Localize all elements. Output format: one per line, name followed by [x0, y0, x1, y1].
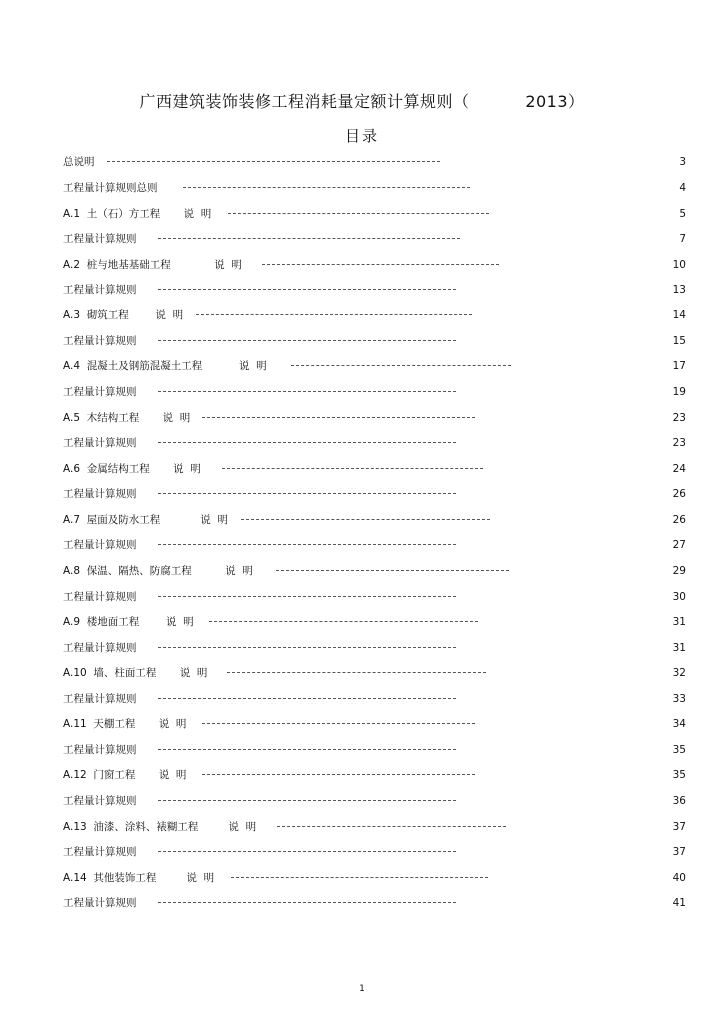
- toc-entry-label: A.11 天棚工程 说 明: [63, 718, 187, 730]
- toc-leader-dashes: [158, 596, 456, 597]
- toc-entry-page: 14: [672, 309, 686, 321]
- toc-entry[interactable]: [0, 586, 724, 608]
- toc-entry[interactable]: [0, 228, 724, 250]
- toc-entry-page: 10: [672, 259, 686, 271]
- toc-entry[interactable]: [0, 892, 724, 914]
- toc-entry-label: A.6 金属结构工程 说 明: [63, 463, 201, 475]
- toc-leader-dashes: [241, 519, 490, 520]
- toc-leader-dashes: [202, 774, 475, 775]
- toc-entry[interactable]: [0, 304, 724, 326]
- toc-entry[interactable]: [0, 637, 724, 659]
- toc-entry[interactable]: [0, 151, 724, 173]
- toc-entry-label: 工程量计算规则: [63, 744, 137, 756]
- toc-entry-page: 35: [672, 769, 686, 781]
- toc-entry-label: A.14 其他装饰工程 说 明: [63, 872, 215, 884]
- toc-entry[interactable]: [0, 662, 724, 684]
- toc-entry-label: A.2 桩与地基基础工程 说 明: [63, 259, 242, 271]
- toc-heading: 目录: [344, 127, 379, 145]
- toc-entry[interactable]: [0, 355, 724, 377]
- document-title: 广西建筑装饰装修工程消耗量定额计算规则（ 2013）: [139, 92, 585, 111]
- toc-leader-dashes: [158, 749, 456, 750]
- toc-entry-page: 23: [672, 412, 686, 424]
- toc-entry-label: A.3 砌筑工程 说 明: [63, 309, 184, 321]
- toc-entry-label: A.4 混凝土及钢筋混凝土工程 说 明: [63, 360, 267, 372]
- toc-entry-label: 工程量计算规则: [63, 284, 137, 296]
- toc-leader-dashes: [158, 698, 456, 699]
- toc-entry-page: 30: [672, 591, 686, 603]
- toc-entry-page: 32: [672, 667, 686, 679]
- toc-entry-page: 3: [679, 156, 686, 168]
- toc-entry-label: A.13 油漆、涂料、裱糊工程 说 明: [63, 821, 257, 833]
- toc-entry-page: 31: [672, 616, 686, 628]
- toc-entry-label: A.12 门窗工程 说 明: [63, 769, 187, 781]
- toc-entry-page: 31: [672, 642, 686, 654]
- toc-entry[interactable]: [0, 177, 724, 199]
- toc-entry-label: A.8 保温、隔热、防腐工程 说 明: [63, 565, 253, 577]
- toc-entry[interactable]: [0, 432, 724, 454]
- toc-entry-label: 工程量计算规则: [63, 795, 137, 807]
- toc-entry-page: 13: [672, 284, 686, 296]
- toc-entry[interactable]: [0, 688, 724, 710]
- toc-entry-page: 33: [672, 693, 686, 705]
- toc-entry-page: 26: [672, 488, 686, 500]
- toc-leader-dashes: [158, 238, 460, 239]
- toc-leader-dashes: [158, 391, 456, 392]
- toc-entry[interactable]: [0, 611, 724, 633]
- toc-entry-label: A.9 楼地面工程 说 明: [63, 616, 194, 628]
- toc-leader-dashes: [158, 493, 456, 494]
- toc-entry[interactable]: [0, 279, 724, 301]
- toc-leader-dashes: [222, 468, 483, 469]
- toc-entry-page: 37: [672, 846, 686, 858]
- toc-entry[interactable]: [0, 254, 724, 276]
- toc-entry-page: 35: [672, 744, 686, 756]
- toc-leader-dashes: [183, 187, 470, 188]
- toc-entry-label: 工程量计算规则: [63, 846, 137, 858]
- toc-entry-page: 17: [672, 360, 686, 372]
- toc-entry[interactable]: [0, 713, 724, 735]
- toc-entry[interactable]: [0, 509, 724, 531]
- toc-leader-dashes: [228, 213, 489, 214]
- toc-entry-label: A.7 屋面及防水工程 说 明: [63, 514, 228, 526]
- toc-entry-label: 工程量计算规则: [63, 897, 137, 909]
- toc-leader-dashes: [231, 877, 488, 878]
- toc-entry-page: 34: [672, 718, 686, 730]
- toc-entry-label: 工程量计算规则: [63, 591, 137, 603]
- page-number: 1: [359, 984, 365, 994]
- toc-entry[interactable]: [0, 790, 724, 812]
- toc-entry[interactable]: [0, 816, 724, 838]
- toc-entry-page: 5: [679, 208, 686, 220]
- toc-entry[interactable]: [0, 407, 724, 429]
- toc-entry[interactable]: [0, 458, 724, 480]
- toc-entry-page: 37: [672, 821, 686, 833]
- toc-entry-label: A.10 墙、柱面工程 说 明: [63, 667, 208, 679]
- toc-entry-page: 23: [672, 437, 686, 449]
- toc-entry-label: 工程量计算规则: [63, 386, 137, 398]
- toc-leader-dashes: [158, 544, 456, 545]
- toc-leader-dashes: [202, 417, 475, 418]
- toc-leader-dashes: [277, 826, 506, 827]
- toc-entry-page: 4: [679, 182, 686, 194]
- toc-entry-label: 总说明: [63, 156, 95, 168]
- toc-entry-page: 15: [672, 335, 686, 347]
- toc-entry-label: 工程量计算规则: [63, 693, 137, 705]
- toc-entry-page: 40: [672, 872, 686, 884]
- toc-entry-page: 26: [672, 514, 686, 526]
- toc-entry-page: 27: [672, 539, 686, 551]
- toc-entry-page: 24: [672, 463, 686, 475]
- toc-leader-dashes: [158, 289, 456, 290]
- toc-entry-label: 工程量计算规则: [63, 233, 137, 245]
- toc-entry-page: 19: [672, 386, 686, 398]
- toc-entry[interactable]: [0, 483, 724, 505]
- toc-leader-dashes: [158, 800, 456, 801]
- toc-leader-dashes: [158, 851, 456, 852]
- toc-entry-page: 29: [672, 565, 686, 577]
- toc-entry-label: 工程量计算规则: [63, 335, 137, 347]
- toc-leader-dashes: [158, 902, 456, 903]
- toc-leader-dashes: [158, 340, 456, 341]
- toc-entry[interactable]: [0, 203, 724, 225]
- toc-entry-label: 工程量计算规则: [63, 488, 137, 500]
- toc-entry[interactable]: [0, 381, 724, 403]
- toc-leader-dashes: [107, 161, 440, 162]
- toc-leader-dashes: [262, 264, 499, 265]
- toc-leader-dashes: [276, 570, 509, 571]
- toc-entry[interactable]: [0, 867, 724, 889]
- toc-leader-dashes: [227, 672, 486, 673]
- toc-leader-dashes: [196, 314, 472, 315]
- toc-entry[interactable]: [0, 560, 724, 582]
- toc-leader-dashes: [202, 723, 475, 724]
- toc-leader-dashes: [158, 442, 456, 443]
- toc-leader-dashes: [291, 365, 511, 366]
- toc-entry-label: 工程量计算规则总则: [63, 182, 158, 194]
- toc-entry-label: A.5 木结构工程 说 明: [63, 412, 191, 424]
- toc-entry-page: 36: [672, 795, 686, 807]
- toc-entry-label: 工程量计算规则: [63, 539, 137, 551]
- toc-leader-dashes: [158, 647, 456, 648]
- toc-leader-dashes: [209, 621, 478, 622]
- toc-entry[interactable]: [0, 764, 724, 786]
- toc-entry[interactable]: [0, 330, 724, 352]
- toc-entry-label: A.1 土（石）方工程 说 明: [63, 208, 212, 220]
- toc-entry-page: 41: [672, 897, 686, 909]
- toc-entry-label: 工程量计算规则: [63, 437, 137, 449]
- toc-entry[interactable]: [0, 739, 724, 761]
- toc-entry[interactable]: [0, 841, 724, 863]
- toc-entry-page: 7: [679, 233, 686, 245]
- toc-entry[interactable]: [0, 534, 724, 556]
- toc-entry-label: 工程量计算规则: [63, 642, 137, 654]
